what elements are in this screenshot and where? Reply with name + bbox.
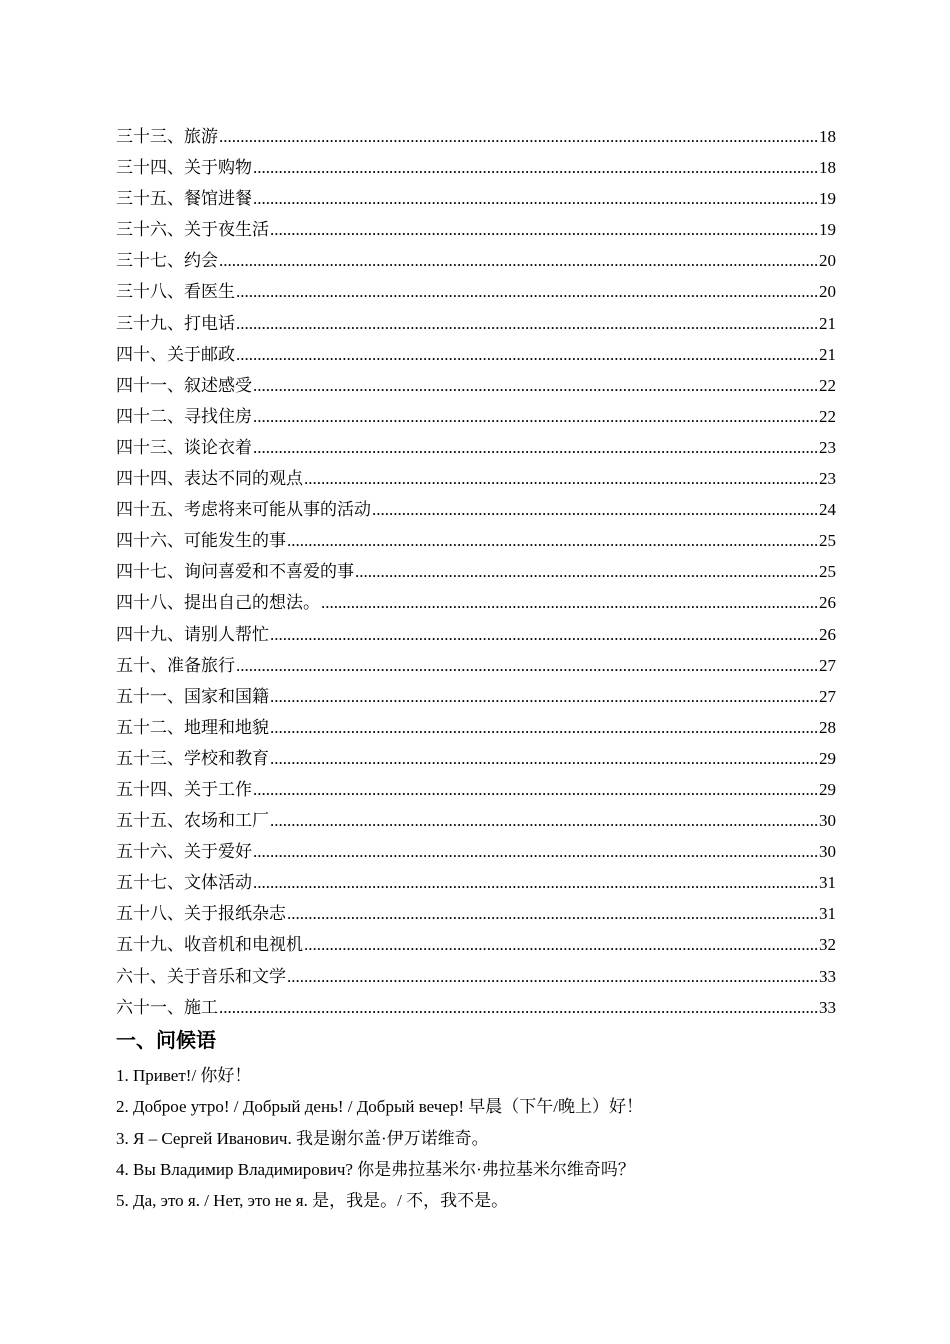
toc-entry[interactable] xyxy=(116,774,836,805)
toc-entry-page-number: 19 xyxy=(819,220,836,240)
toc-leader-dots xyxy=(270,805,818,836)
toc-entry[interactable] xyxy=(116,214,836,245)
toc-entry[interactable] xyxy=(116,867,836,898)
phrase-line: 3. Я – Сергей Иванович. 我是谢尔盖·伊万诺维奇。 xyxy=(116,1128,489,1148)
toc-entry[interactable] xyxy=(116,245,836,276)
toc-entry[interactable] xyxy=(116,961,836,992)
toc-entry-page-number: 26 xyxy=(819,593,836,613)
toc-entry[interactable] xyxy=(116,401,836,432)
toc-leader-dots xyxy=(287,898,818,929)
toc-entry-title: 四十一、叙述感受 xyxy=(116,375,252,395)
toc-entry[interactable] xyxy=(116,556,836,587)
toc-entry-title: 四十九、请别人帮忙 xyxy=(116,624,269,644)
toc-entry-page-number: 29 xyxy=(819,748,836,768)
toc-entry-title: 三十九、打电话 xyxy=(116,313,235,333)
toc-leader-dots xyxy=(253,432,818,463)
toc-entry-page-number: 32 xyxy=(819,935,836,955)
toc-leader-dots xyxy=(355,556,818,587)
toc-entry[interactable] xyxy=(116,743,836,774)
toc-leader-dots xyxy=(236,308,818,339)
toc-leader-dots xyxy=(270,214,818,245)
toc-leader-dots xyxy=(270,681,818,712)
toc-leader-dots xyxy=(253,401,818,432)
toc-entry[interactable] xyxy=(116,183,836,214)
toc-leader-dots xyxy=(253,183,818,214)
toc-entry-page-number: 27 xyxy=(819,655,836,675)
toc-entry[interactable] xyxy=(116,992,836,1023)
toc-entry[interactable] xyxy=(116,308,836,339)
toc-entry-page-number: 22 xyxy=(819,406,836,426)
table-of-contents xyxy=(116,121,836,1023)
toc-leader-dots xyxy=(321,587,818,618)
toc-entry-page-number: 18 xyxy=(819,158,836,178)
toc-entry-title: 五十五、农场和工厂 xyxy=(116,811,269,831)
toc-entry-page-number: 20 xyxy=(819,282,836,302)
toc-entry-page-number: 30 xyxy=(819,842,836,862)
toc-entry-page-number: 30 xyxy=(819,811,836,831)
toc-entry-page-number: 21 xyxy=(819,313,836,333)
toc-entry[interactable] xyxy=(116,805,836,836)
toc-entry-page-number: 18 xyxy=(819,127,836,146)
toc-entry-page-number: 23 xyxy=(819,437,836,457)
toc-entry-page-number: 20 xyxy=(819,251,836,271)
toc-entry-title: 四十二、寻找住房 xyxy=(116,406,252,426)
toc-entry-page-number: 25 xyxy=(819,531,836,551)
toc-leader-dots xyxy=(304,929,818,960)
toc-entry-title: 五十九、收音机和电视机 xyxy=(116,935,303,955)
toc-entry[interactable] xyxy=(116,898,836,929)
toc-leader-dots xyxy=(253,152,818,183)
toc-entry[interactable] xyxy=(116,152,836,183)
toc-entry-title: 六十一、施工 xyxy=(116,997,218,1017)
toc-entry-title: 三十五、餐馆进餐 xyxy=(116,189,252,209)
toc-entry-title: 六十、关于音乐和文学 xyxy=(116,966,286,986)
toc-entry[interactable] xyxy=(116,370,836,401)
section-heading: 一、问候语 xyxy=(116,1028,216,1052)
toc-entry[interactable] xyxy=(116,681,836,712)
toc-leader-dots xyxy=(270,619,818,650)
toc-entry-page-number: 24 xyxy=(819,500,836,520)
toc-leader-dots xyxy=(287,961,818,992)
toc-entry-title: 三十三、旅游 xyxy=(116,127,218,146)
toc-entry-title: 四十四、表达不同的观点 xyxy=(116,469,303,489)
toc-leader-dots xyxy=(219,992,818,1023)
toc-leader-dots xyxy=(253,836,818,867)
toc-entry-title: 三十四、关于购物 xyxy=(116,158,252,178)
toc-leader-dots xyxy=(253,867,818,898)
toc-entry-title: 五十、准备旅行 xyxy=(116,655,235,675)
toc-entry-title: 四十、关于邮政 xyxy=(116,344,235,364)
toc-entry-page-number: 31 xyxy=(819,873,836,893)
toc-entry-title: 五十一、国家和国籍 xyxy=(116,686,269,706)
toc-leader-dots xyxy=(304,463,818,494)
toc-leader-dots xyxy=(219,245,818,276)
toc-entry[interactable] xyxy=(116,929,836,960)
toc-entry-page-number: 25 xyxy=(819,562,836,582)
toc-entry[interactable] xyxy=(116,650,836,681)
toc-leader-dots xyxy=(270,712,818,743)
toc-entry-page-number: 31 xyxy=(819,904,836,924)
phrase-line: 5. Да, это я. / Нет, это не я. 是，我是。/ 不，我不是。 xyxy=(116,1191,509,1211)
toc-entry-title: 三十八、看医生 xyxy=(116,282,235,302)
toc-entry-title: 三十六、关于夜生活 xyxy=(116,220,269,240)
toc-entry[interactable] xyxy=(116,432,836,463)
toc-entry[interactable] xyxy=(116,712,836,743)
toc-leader-dots xyxy=(253,774,818,805)
toc-entry[interactable] xyxy=(116,619,836,650)
toc-entry-title: 四十六、可能发生的事 xyxy=(116,531,286,551)
phrase-line: 2. Доброе утро! / Добрый день! / Добрый вечер! 早晨（下午/晚上）好！ xyxy=(116,1097,644,1117)
toc-entry[interactable] xyxy=(116,525,836,556)
phrase-line: 4. Вы Владимир Владимирович? 你是弗拉基米尔·弗拉基米尔维奇吗？ xyxy=(116,1159,635,1179)
toc-entry-title: 四十七、询问喜爱和不喜爱的事 xyxy=(116,562,354,582)
toc-entry[interactable] xyxy=(116,276,836,307)
phrase-line: 1. Привет!/ 你好！ xyxy=(116,1066,252,1085)
toc-leader-dots xyxy=(236,339,818,370)
toc-entry[interactable] xyxy=(116,587,836,618)
toc-entry[interactable] xyxy=(116,121,836,152)
toc-entry[interactable] xyxy=(116,494,836,525)
toc-entry-title: 五十二、地理和地貌 xyxy=(116,717,269,737)
toc-entry-page-number: 19 xyxy=(819,189,836,209)
toc-entry-title: 四十五、考虑将来可能从事的活动 xyxy=(116,500,371,520)
toc-entry[interactable] xyxy=(116,339,836,370)
toc-entry[interactable] xyxy=(116,836,836,867)
phrase-list xyxy=(116,1060,846,1216)
toc-entry-title: 五十八、关于报纸杂志 xyxy=(116,904,286,924)
toc-leader-dots xyxy=(219,121,818,152)
toc-entry-page-number: 33 xyxy=(819,966,836,986)
toc-entry-page-number: 33 xyxy=(819,997,836,1017)
toc-leader-dots xyxy=(236,276,818,307)
toc-entry-title: 四十八、提出自己的想法。 xyxy=(116,593,320,613)
toc-entry-title: 五十六、关于爱好 xyxy=(116,842,252,862)
toc-entry-page-number: 29 xyxy=(819,779,836,799)
toc-leader-dots xyxy=(236,650,818,681)
toc-entry-page-number: 28 xyxy=(819,717,836,737)
toc-entry-title: 四十三、谈论衣着 xyxy=(116,437,252,457)
toc-leader-dots xyxy=(372,494,818,525)
toc-entry-page-number: 23 xyxy=(819,469,836,489)
toc-leader-dots xyxy=(270,743,818,774)
toc-entry-title: 五十三、学校和教育 xyxy=(116,748,269,768)
toc-entry-page-number: 26 xyxy=(819,624,836,644)
toc-entry-page-number: 27 xyxy=(819,686,836,706)
toc-leader-dots xyxy=(287,525,818,556)
toc-entry-title: 五十四、关于工作 xyxy=(116,779,252,799)
toc-leader-dots xyxy=(253,370,818,401)
toc-entry-title: 三十七、约会 xyxy=(116,251,218,271)
toc-entry-page-number: 22 xyxy=(819,375,836,395)
toc-entry[interactable] xyxy=(116,463,836,494)
toc-entry-title: 五十七、文体活动 xyxy=(116,873,252,893)
toc-entry-page-number: 21 xyxy=(819,344,836,364)
